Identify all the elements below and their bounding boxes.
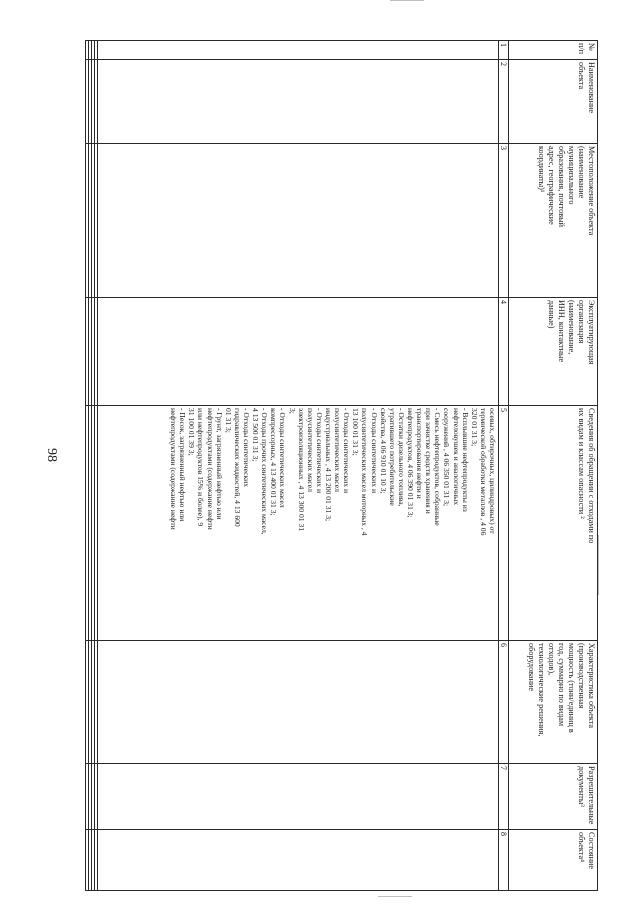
table-cell bbox=[86, 641, 89, 764]
header-cell-location bbox=[509, 144, 598, 298]
table-cell bbox=[92, 406, 95, 641]
header-cell-status bbox=[509, 830, 598, 891]
table-cell bbox=[86, 298, 89, 406]
header-cell-permits bbox=[509, 764, 598, 830]
column-number: 5 bbox=[499, 406, 509, 641]
table-cell bbox=[92, 41, 95, 60]
header-label: Эксплуатирующая организация (наименование, ИНН, контактные данные) bbox=[547, 300, 596, 365]
waste-list-cell: осевых, обтирочных, цилиндровых) от термической обработки металлов , 4 06 320 01 31 3; - Всплывшие нефтепродукты из нефтеловушек и аналогичных сооружений , 4 06 350 01 31 3; - Смесь нефтепродуктов, собранные при зачистке средств хранения и транспортирования нефти и нефтепродуктов, 4 06 390 01 31 3; - Остатки дизельного топлива, утратившего потребительские свойства, 4 06 910 01 10 3; - Отходы синтетических и полусинтетических масел моторных , 4 13 100 01 31 3; - Отходы синтетических и полусинтетических масел индустриальных , 4 13 200 01 31 3; - Отходы синтетических и полусинтетических масел электроизоляционных , 4 13 300 01 31 3; - Отходы синтетических масел компрессорных, 4 13 400 01 31 3; - Отходы прочих синтетических масел, 4 13 500 01 31 3; - Отходы синтетических гидравлических жидкостей, 4 13 600 01 31 3; - Грунт, загрязненный нефтью или нефтепродуктами (содержание нефти или нефтепродуктов 15% и более), 9 31 100 01 39 3; - Песок, загрязненный нефтью или нефтепродуктами (содержание нефти bbox=[98, 406, 499, 641]
table-cell bbox=[98, 298, 499, 406]
table-cell bbox=[95, 764, 98, 830]
column-number: 8 bbox=[499, 830, 509, 891]
table-cell bbox=[98, 641, 499, 764]
table-cell bbox=[89, 830, 92, 891]
table-cell bbox=[95, 298, 98, 406]
scan-artifact-line bbox=[378, 896, 412, 897]
table-cell bbox=[92, 830, 95, 891]
table-row bbox=[92, 41, 95, 891]
table-cell bbox=[95, 641, 98, 764]
table-cell bbox=[92, 60, 95, 144]
header-label: Характеристика объекта (производственная мощность (тонн/единиц в год, суммарно по видам отходов), технологические решения, оборудование bbox=[527, 643, 596, 737]
registry-table-container bbox=[77, 40, 598, 890]
table-cell bbox=[89, 41, 92, 60]
scan-artifact-line bbox=[390, 0, 424, 1]
table-row bbox=[86, 41, 89, 891]
scan-artifact-line bbox=[598, 535, 599, 595]
table-cell bbox=[98, 830, 499, 891]
table-row bbox=[98, 41, 499, 891]
table-cell bbox=[95, 406, 98, 641]
header-label: Наименование объекта bbox=[577, 62, 596, 114]
table-cell bbox=[86, 764, 89, 830]
table-cell bbox=[92, 144, 95, 298]
table-row bbox=[89, 41, 92, 891]
column-number: 4 bbox=[499, 298, 509, 406]
table-cell bbox=[95, 144, 98, 298]
column-number: 1 bbox=[499, 41, 509, 60]
table-cell bbox=[86, 144, 89, 298]
header-label: № п/п bbox=[577, 43, 596, 55]
table-cell bbox=[89, 406, 92, 641]
page-number bbox=[41, 440, 61, 470]
table-cell bbox=[89, 60, 92, 144]
header-label: Сведения об обращении с отходами по их видам и классам опасности ² bbox=[577, 408, 596, 544]
rotated-page-content bbox=[77, 40, 598, 890]
header-label: Местоположение объекта (наименование муниципального образования, почтовый адрес, географические координаты)¹ bbox=[537, 146, 596, 236]
header-cell-characteristics bbox=[509, 641, 598, 764]
table-cell bbox=[98, 764, 499, 830]
table-cell bbox=[86, 406, 89, 641]
table-cell bbox=[98, 41, 499, 60]
table-row bbox=[95, 41, 98, 891]
table-cell bbox=[98, 60, 499, 144]
column-number: 2 bbox=[499, 60, 509, 144]
table-cell bbox=[86, 830, 89, 891]
table-cell bbox=[89, 764, 92, 830]
header-cell-number bbox=[509, 41, 598, 60]
table-cell bbox=[89, 641, 92, 764]
table-cell bbox=[92, 641, 95, 764]
header-cell-operator bbox=[509, 298, 598, 406]
table-cell bbox=[95, 41, 98, 60]
header-label: Состояние объекта⁴ bbox=[577, 832, 596, 869]
table-header-row bbox=[509, 41, 598, 891]
table-cell bbox=[89, 144, 92, 298]
header-cell-waste-info bbox=[509, 406, 598, 641]
column-number-row bbox=[499, 41, 509, 891]
page-number-text: 98 bbox=[44, 448, 59, 462]
table-cell bbox=[95, 60, 98, 144]
table-cell bbox=[89, 298, 92, 406]
header-cell-object-name bbox=[509, 60, 598, 144]
table-cell bbox=[86, 60, 89, 144]
header-label: Разрешительные документы³ bbox=[577, 766, 596, 825]
table-cell bbox=[92, 298, 95, 406]
table-cell bbox=[86, 41, 89, 60]
objects-registry-table bbox=[85, 40, 598, 891]
table-cell bbox=[95, 830, 98, 891]
column-number: 6 bbox=[499, 641, 509, 764]
table-cell bbox=[92, 764, 95, 830]
table-cell bbox=[98, 144, 499, 298]
column-number: 7 bbox=[499, 764, 509, 830]
column-number: 3 bbox=[499, 144, 509, 298]
